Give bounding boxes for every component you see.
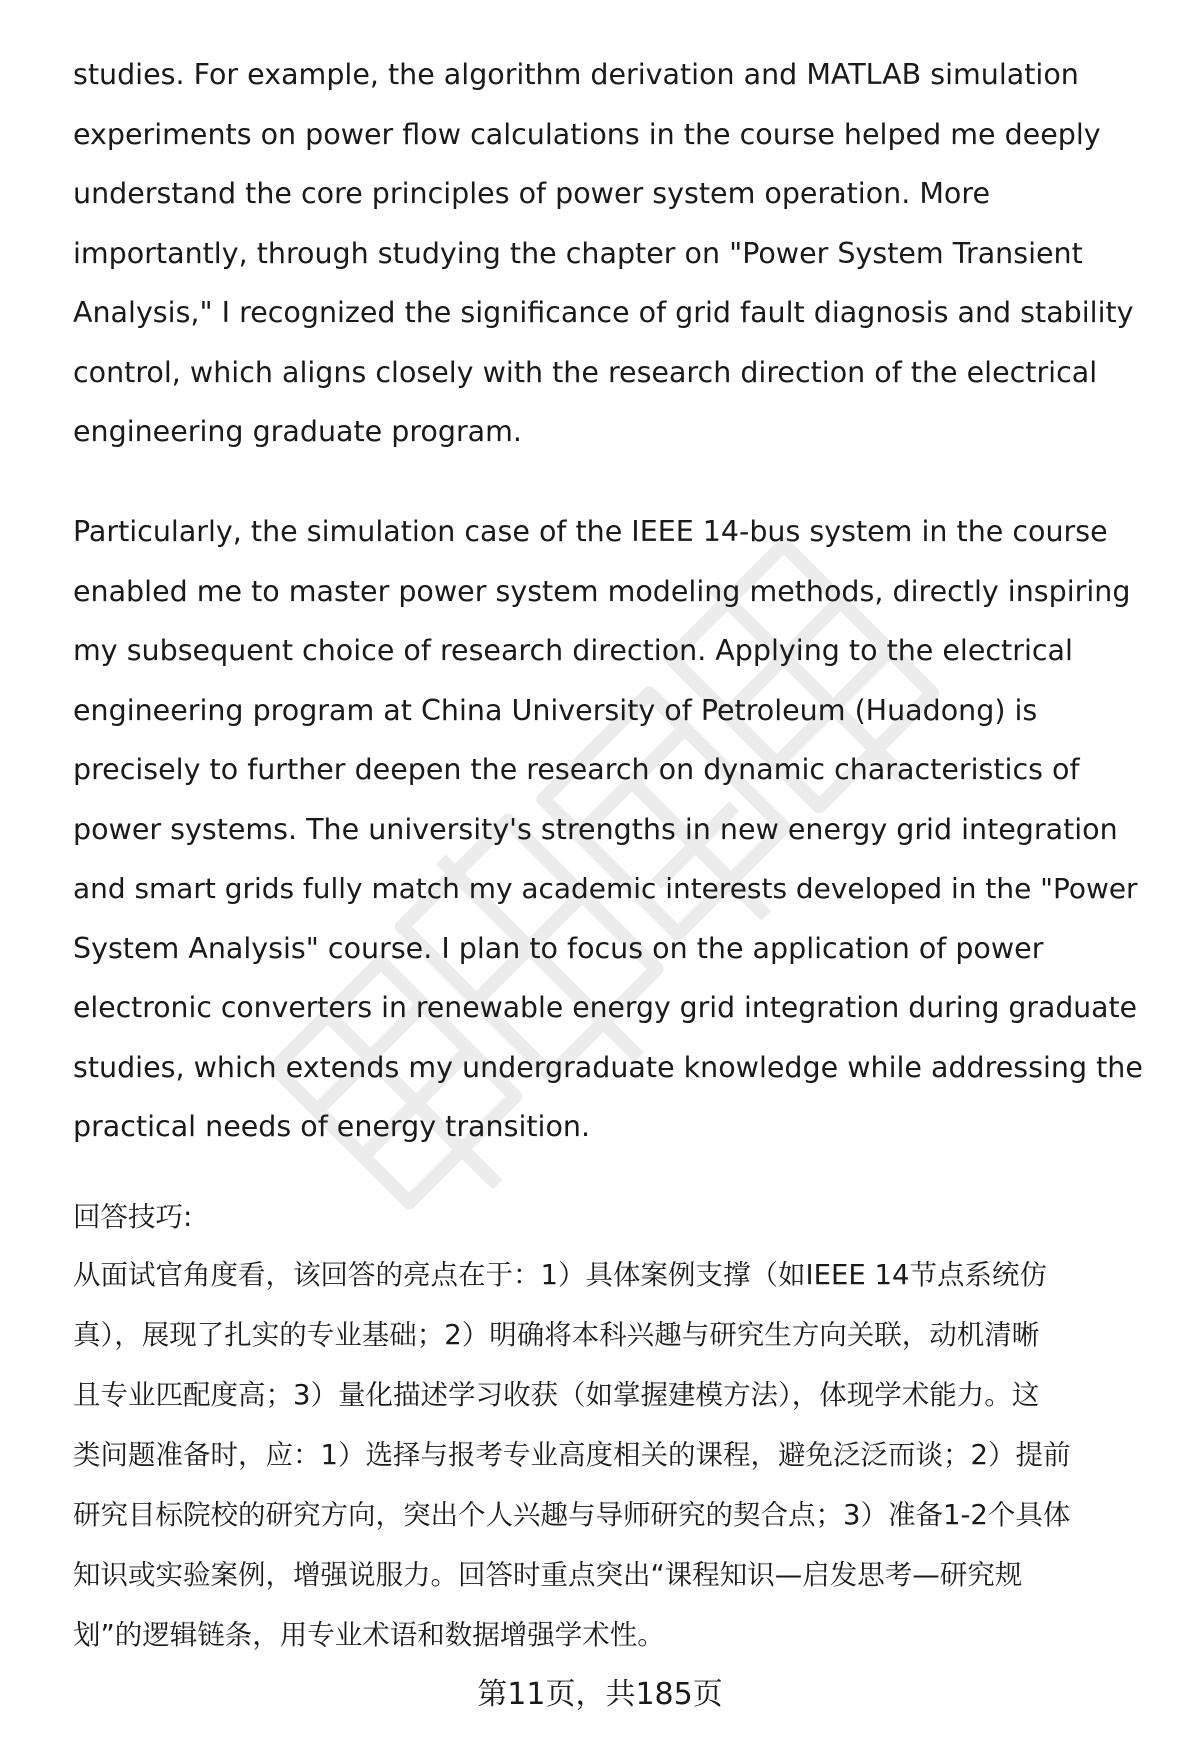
tips-line: 类问题准备时，应：1）选择与报考专业高度相关的课程，避免泛泛而谈；2）提前 xyxy=(73,1439,1071,1471)
paragraph-1-line: control, which aligns closely with the research direction of the electrical xyxy=(73,355,1098,389)
tips-line: 真），展现了扎实的专业基础；2）明确将本科兴趣与研究生方向关联，动机清晰 xyxy=(73,1319,1040,1351)
paragraph-1-line: studies. For example, the algorithm derivation and MATLAB simulation xyxy=(73,58,1079,91)
paragraph-1-line: experiments on power flow calculations in the course helped me deeply xyxy=(73,117,1101,151)
paragraph-1 xyxy=(73,45,1143,462)
paragraph-2-line: engineering program at China University of Petroleum (Huadong) is xyxy=(73,693,1038,727)
tips-line: 划”的逻辑链条，用专业术语和数据增强学术性。 xyxy=(73,1619,665,1651)
page-number-footer: 第11页，共185页 xyxy=(477,1677,723,1712)
tips-line: 研究目标院校的研究方向，突出个人兴趣与导师研究的契合点；3）准备1-2个具体 xyxy=(73,1499,1071,1531)
paragraph-2-line: power systems. The university's strengths in new energy grid integration xyxy=(73,812,1118,846)
paragraph-2-line: and smart grids fully match my academic interests developed in the "Power xyxy=(73,872,1138,905)
paragraph-2-line: electronic converters in renewable energy grid integration during graduate xyxy=(73,991,1137,1024)
paragraph-1-line: understand the core principles of power system operation. More xyxy=(73,177,990,210)
paragraph-2-line: System Analysis" course. I plan to focus on the application of power xyxy=(73,931,1044,965)
paragraph-2-line: enabled me to master power system modeling methods, directly inspiring xyxy=(73,574,1131,608)
tips-line: 且专业匹配度高；3）量化描述学习收获（如掌握建模方法），体现学术能力。这 xyxy=(73,1379,1040,1411)
paragraph-2-line: precisely to further deepen the research on dynamic characteristics of xyxy=(73,753,1080,786)
paragraph-2-line: practical needs of energy transition. xyxy=(73,1110,591,1143)
paragraph-2 xyxy=(73,502,1143,1157)
tips-paragraph xyxy=(73,1245,1143,1665)
tips-heading: 回答技巧: xyxy=(73,1201,193,1233)
paragraph-1-line: importantly, through studying the chapter on "Power System Transient xyxy=(73,236,1083,270)
tips-line: 从面试官角度看，该回答的亮点在于：1）具体案例支撑（如IEEE 14节点系统仿 xyxy=(73,1259,1047,1291)
paragraph-2-line: studies, which extends my undergraduate knowledge while addressing the xyxy=(73,1050,1143,1084)
paragraph-2-line: Particularly, the simulation case of the IEEE 14-bus system in the course xyxy=(73,515,1108,548)
paragraph-1-line: engineering graduate program. xyxy=(73,415,522,448)
paragraph-1-line: Analysis," I recognized the significance of grid fault diagnosis and stability xyxy=(73,296,1134,329)
tips-line: 知识或实验案例，增强说服力。回答时重点突出“课程知识—启发思考—研究规 xyxy=(73,1559,1023,1591)
paragraph-2-line: my subsequent choice of research direction. Applying to the electrical xyxy=(73,634,1073,667)
